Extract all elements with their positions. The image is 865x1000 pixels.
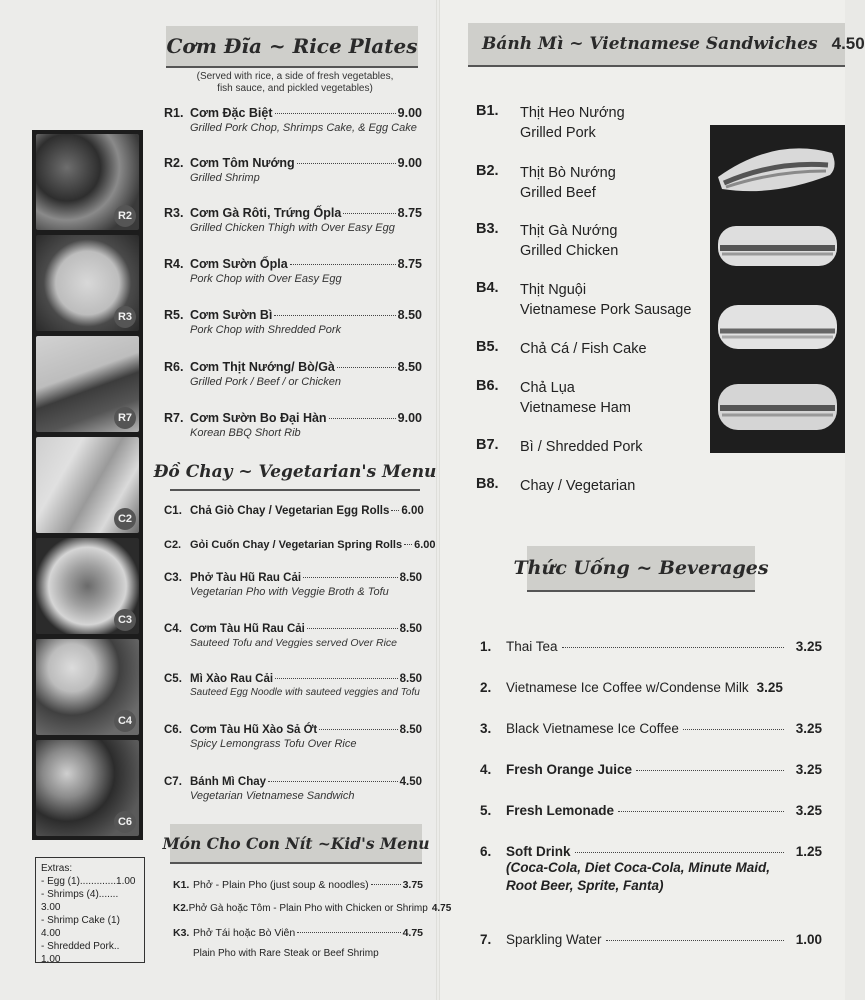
item-name: Fresh Orange Juice bbox=[506, 762, 633, 777]
item-name-vietnamese: Bì / Shredded Pork bbox=[520, 439, 643, 455]
item-price: 4.75 bbox=[402, 927, 423, 939]
item-code: B6. bbox=[476, 378, 499, 394]
beverages-heading: Thức Uống ~ Beverages bbox=[527, 546, 755, 592]
item-price: 8.50 bbox=[397, 360, 422, 374]
item-number: 1. bbox=[480, 639, 492, 654]
item-code: R1. bbox=[164, 106, 184, 120]
item-code: B8. bbox=[476, 476, 499, 492]
leader-dots bbox=[303, 577, 398, 578]
banh-mi-title: Bánh Mì ~ Vietnamese Sandwiches bbox=[482, 34, 818, 54]
menu-item-c4 bbox=[164, 623, 422, 649]
item-description: Grilled Shrimp bbox=[190, 172, 260, 184]
item-name: Cơm Gà Rôti, Trứng Ốpla bbox=[190, 206, 342, 220]
leader-dots bbox=[275, 678, 398, 679]
item-name: Thai Tea bbox=[506, 639, 558, 654]
leader-dots bbox=[562, 647, 784, 648]
leader-dots bbox=[371, 884, 401, 885]
item-description: Root Beer, Sprite, Fanta) bbox=[506, 878, 664, 893]
leader-dots bbox=[618, 811, 784, 812]
extras-item: - Egg (1).............1.00 bbox=[41, 876, 136, 887]
food-photo-c3 bbox=[36, 538, 139, 634]
item-description: Sauteed Egg Noodle with sauteed veggies and Tofu bbox=[190, 687, 420, 698]
item-description: Grilled Chicken Thigh with Over Easy Egg bbox=[190, 222, 395, 234]
menu-item-r4 bbox=[164, 257, 422, 285]
beverage-4 bbox=[480, 762, 822, 777]
kids-item-k2 bbox=[173, 903, 452, 914]
item-price: 8.50 bbox=[399, 572, 422, 584]
item-code: B1. bbox=[476, 103, 499, 119]
extras-item: - Shredded Pork.. 1.00 bbox=[41, 941, 120, 965]
item-name-english: Grilled Beef bbox=[520, 185, 596, 201]
sandwich-image bbox=[714, 212, 841, 284]
food-photo-c6 bbox=[36, 740, 139, 836]
item-price: 3.25 bbox=[795, 721, 822, 736]
menu-item-c1 bbox=[164, 505, 422, 517]
rice-plates-note bbox=[170, 71, 420, 95]
leader-dots bbox=[391, 510, 399, 511]
menu-item-c2 bbox=[164, 539, 436, 551]
item-name: Gỏi Cuốn Chay / Vegetarian Spring Rolls bbox=[190, 539, 403, 551]
item-name-vietnamese: Thịt Bò Nướng bbox=[520, 165, 616, 181]
item-code: R7. bbox=[164, 411, 184, 425]
kids-item-k1 bbox=[173, 879, 423, 891]
item-number: 6. bbox=[480, 844, 492, 859]
food-photo-c2 bbox=[36, 437, 139, 533]
extras-item: - Shrimps (4)....... 3.00 bbox=[41, 889, 119, 913]
vegetarian-heading: Đồ Chay ~ Vegetarian's Menu bbox=[170, 455, 420, 491]
item-price: 8.50 bbox=[399, 673, 422, 685]
food-photo-strip bbox=[32, 130, 143, 840]
item-name: Phở Tái hoặc Bò Viên bbox=[193, 927, 296, 939]
leader-dots bbox=[268, 781, 398, 782]
food-photo-c4 bbox=[36, 639, 139, 735]
extras-item: - Shrimp Cake (1) 4.00 bbox=[41, 915, 120, 939]
item-name: Cơm Sườn Bo Đại Hàn bbox=[190, 411, 327, 425]
item-code: K1. bbox=[173, 879, 190, 891]
item-name: Cơm Tàu Hũ Xào Sả Ớt bbox=[190, 724, 318, 736]
beverage-5 bbox=[480, 803, 822, 818]
item-name: Mì Xào Rau Cải bbox=[190, 673, 274, 685]
item-price: 4.50 bbox=[399, 776, 422, 788]
leader-dots bbox=[307, 628, 398, 629]
menu-item-c6 bbox=[164, 724, 422, 750]
page-fold bbox=[436, 0, 440, 1000]
menu-item-r6 bbox=[164, 360, 422, 388]
item-name: Cơm Sườn Ốpla bbox=[190, 257, 288, 271]
kids-item-k3 bbox=[173, 927, 423, 939]
item-price: 9.00 bbox=[397, 156, 422, 170]
beverage-2 bbox=[480, 680, 822, 695]
item-price: 3.25 bbox=[756, 680, 783, 695]
item-code: K2. bbox=[173, 903, 189, 914]
item-code: B7. bbox=[476, 437, 499, 453]
item-number: 5. bbox=[480, 803, 492, 818]
item-name-vietnamese: Chay / Vegetarian bbox=[520, 478, 636, 494]
photo-tag: R7 bbox=[114, 407, 136, 429]
item-name-vietnamese: Chả Cá / Fish Cake bbox=[520, 341, 647, 357]
leader-dots bbox=[290, 264, 396, 265]
item-code: B3. bbox=[476, 221, 499, 237]
item-code: R5. bbox=[164, 308, 184, 322]
menu-item-c5 bbox=[164, 673, 422, 698]
menu-item-c7 bbox=[164, 776, 422, 802]
photo-tag: C6 bbox=[114, 811, 136, 833]
item-description: Sauteed Tofu and Veggies served Over Rice bbox=[190, 637, 398, 649]
item-price: 1.25 bbox=[795, 844, 822, 859]
banh-mi-heading bbox=[468, 23, 865, 67]
item-code: C4. bbox=[164, 623, 182, 635]
item-description: Vegetarian Pho with Veggie Broth & Tofu bbox=[190, 586, 389, 598]
item-code: B2. bbox=[476, 163, 499, 179]
sandwich-photo-strip bbox=[710, 125, 845, 453]
item-name: Phở - Plain Pho (just soup & noodles) bbox=[193, 879, 369, 891]
item-name: Fresh Lemonade bbox=[506, 803, 615, 818]
item-code: B5. bbox=[476, 339, 499, 355]
item-name-english: Grilled Chicken bbox=[520, 243, 619, 259]
item-price: 8.50 bbox=[399, 623, 422, 635]
item-price: 3.75 bbox=[402, 879, 423, 891]
item-name-vietnamese: Thịt Gà Nướng bbox=[520, 223, 618, 239]
item-name: Black Vietnamese Ice Coffee bbox=[506, 721, 679, 736]
item-description: Grilled Pork / Beef / or Chicken bbox=[190, 376, 342, 388]
sandwich-photo bbox=[714, 293, 841, 365]
item-code: K3. bbox=[173, 927, 190, 939]
leader-dots bbox=[337, 367, 396, 368]
rice-plates-heading: Cơm Đĩa ~ Rice Plates bbox=[166, 26, 418, 68]
item-code: B4. bbox=[476, 280, 499, 296]
item-price: 8.50 bbox=[397, 308, 422, 322]
item-code: R4. bbox=[164, 257, 184, 271]
menu-item-r7 bbox=[164, 411, 422, 439]
item-description: Pork Chop with Over Easy Egg bbox=[190, 273, 342, 285]
leader-dots bbox=[343, 213, 395, 214]
leader-dots bbox=[606, 940, 784, 941]
leader-dots bbox=[297, 932, 400, 933]
item-price: 3.25 bbox=[795, 762, 822, 777]
item-name-english: Vietnamese Ham bbox=[520, 400, 631, 416]
item-name-vietnamese: Thịt Heo Nướng bbox=[520, 105, 625, 121]
extras-box bbox=[35, 857, 145, 963]
item-name: Cơm Tôm Nướng bbox=[190, 156, 295, 170]
food-photo-r3 bbox=[36, 235, 139, 331]
item-code: R6. bbox=[164, 360, 184, 374]
leader-dots bbox=[575, 852, 784, 853]
item-description: Spicy Lemongrass Tofu Over Rice bbox=[190, 738, 357, 750]
item-name: Cơm Đặc Biệt bbox=[190, 106, 273, 120]
item-name: Bánh Mì Chay bbox=[190, 776, 267, 788]
leader-dots bbox=[404, 544, 412, 545]
item-price: 8.75 bbox=[397, 257, 422, 271]
leader-dots bbox=[319, 729, 397, 730]
leader-dots bbox=[274, 315, 395, 316]
kids-menu-heading: Món Cho Con Nít ~Kid's Menu bbox=[170, 824, 422, 864]
food-photo-r2 bbox=[36, 134, 139, 230]
item-code: C3. bbox=[164, 572, 182, 584]
sandwich-photo bbox=[714, 131, 841, 203]
item-name: Phở Gà hoặc Tôm - Plain Pho with Chicken or Shrimp bbox=[188, 903, 428, 914]
item-name: Soft Drink bbox=[506, 844, 571, 859]
item-price: 8.50 bbox=[399, 724, 422, 736]
item-number: 3. bbox=[480, 721, 492, 736]
beverage-1 bbox=[480, 639, 822, 654]
item-description: Korean BBQ Short Rib bbox=[190, 427, 301, 439]
banh-mi-price: 4.50 bbox=[831, 34, 865, 53]
leader-dots bbox=[329, 418, 396, 419]
item-name-english: Vietnamese Pork Sausage bbox=[520, 302, 692, 318]
photo-tag: C3 bbox=[114, 609, 136, 631]
photo-tag: C2 bbox=[114, 508, 136, 530]
item-price: 4.75 bbox=[431, 903, 452, 914]
item-code: C6. bbox=[164, 724, 182, 736]
item-code: C7. bbox=[164, 776, 182, 788]
photo-tag: R2 bbox=[114, 205, 136, 227]
leader-dots bbox=[636, 770, 784, 771]
beverage-6 bbox=[480, 844, 822, 895]
photo-tag: R3 bbox=[114, 306, 136, 328]
rice-note-line-1: (Served with rice, a side of fresh vegetables, bbox=[196, 71, 394, 82]
item-name: Cơm Sườn Bì bbox=[190, 308, 273, 322]
item-name: Vietnamese Ice Coffee w/Condense Milk bbox=[506, 680, 749, 695]
item-name-english: Grilled Pork bbox=[520, 125, 596, 141]
beverage-3 bbox=[480, 721, 822, 736]
item-description: (Coca-Cola, Diet Coca-Cola, Minute Maid, bbox=[506, 860, 771, 875]
menu-item-r3 bbox=[164, 206, 422, 234]
leader-dots bbox=[683, 729, 784, 730]
item-name: Cơm Tàu Hũ Rau Cải bbox=[190, 623, 305, 635]
menu-item-c3 bbox=[164, 572, 422, 598]
item-price: 8.75 bbox=[397, 206, 422, 220]
sandwich-photo bbox=[714, 212, 841, 284]
item-number: 7. bbox=[480, 932, 492, 947]
kids-note: Plain Pho with Rare Steak or Beef Shrimp bbox=[193, 948, 379, 959]
leader-dots bbox=[275, 113, 396, 114]
item-price: 6.00 bbox=[401, 505, 424, 517]
item-name: Sparkling Water bbox=[506, 932, 602, 947]
item-name-vietnamese: Chả Lụa bbox=[520, 380, 575, 396]
item-price: 3.25 bbox=[795, 639, 822, 654]
item-number: 4. bbox=[480, 762, 492, 777]
item-description: Vegetarian Vietnamese Sandwich bbox=[190, 790, 355, 802]
food-photo-r7 bbox=[36, 336, 139, 432]
extras-title: Extras: bbox=[41, 863, 73, 874]
sandwich-image bbox=[714, 293, 841, 365]
item-name: Cơm Thịt Nướng/ Bò/Gà bbox=[190, 360, 335, 374]
menu-item-r2 bbox=[164, 156, 422, 184]
menu-item-r5 bbox=[164, 308, 422, 336]
item-price: 3.25 bbox=[795, 803, 822, 818]
item-description: Pork Chop with Shredded Pork bbox=[190, 324, 342, 336]
item-price: 1.00 bbox=[795, 932, 822, 947]
beverage-7 bbox=[480, 924, 822, 947]
item-price: 9.00 bbox=[397, 411, 422, 425]
item-price: 6.00 bbox=[414, 539, 436, 551]
item-code: C2. bbox=[164, 539, 182, 551]
sandwich-photo bbox=[714, 374, 841, 446]
item-code: C5. bbox=[164, 673, 182, 685]
item-code: R2. bbox=[164, 156, 184, 170]
photo-tag: C4 bbox=[114, 710, 136, 732]
item-number: 2. bbox=[480, 680, 492, 695]
sandwich-image bbox=[714, 131, 841, 203]
item-code: R3. bbox=[164, 206, 184, 220]
item-description: Grilled Pork Chop, Shrimps Cake, & Egg Cake bbox=[190, 122, 417, 134]
leader-dots bbox=[297, 163, 396, 164]
item-name-vietnamese: Thịt Nguội bbox=[520, 282, 587, 298]
item-code: C1. bbox=[164, 505, 182, 517]
item-name: Chả Giò Chay / Vegetarian Egg Rolls bbox=[190, 505, 390, 517]
item-name: Phở Tàu Hũ Rau Cải bbox=[190, 572, 302, 584]
rice-note-line-2: fish sauce, and pickled vegetables) bbox=[217, 83, 373, 94]
sandwich-image bbox=[714, 374, 841, 446]
menu-item-r1 bbox=[164, 106, 422, 134]
item-price: 9.00 bbox=[397, 106, 422, 120]
